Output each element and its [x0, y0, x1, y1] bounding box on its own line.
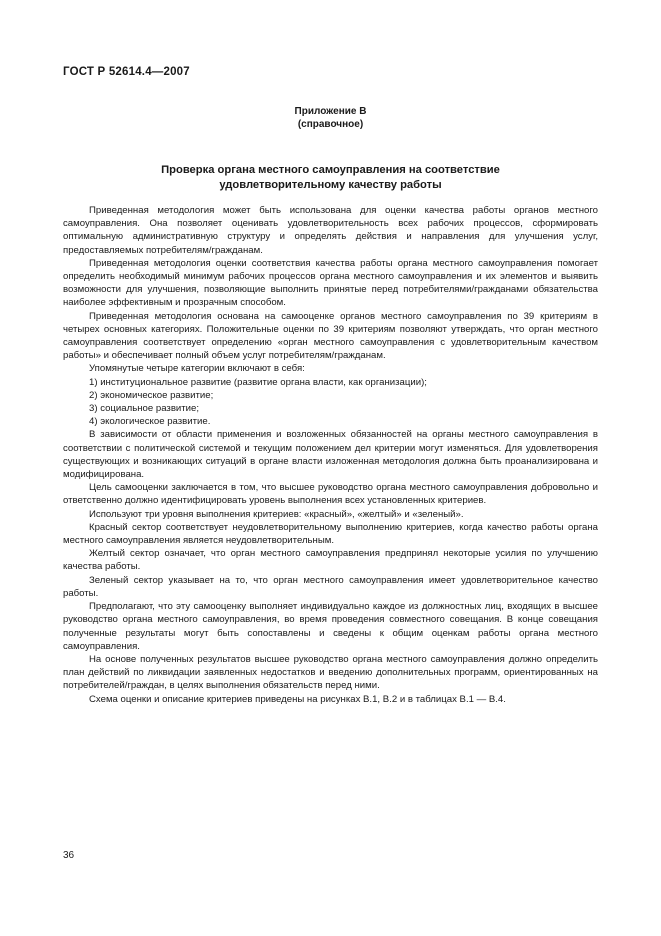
- appendix-label: Приложение В: [294, 106, 367, 117]
- paragraph: На основе полученных результатов высшее руководство органа местного самоуправления должно определить план действий по ликвидации заявленных недостатков и введению дополнительных программ, ориентированных на потребителей/граждан, в целях выполнения обязательств перед ними.: [63, 653, 598, 692]
- paragraph: Желтый сектор означает, что орган местного самоуправления предпринял некоторые усилия по улучшению качества работы.: [63, 548, 598, 573]
- section-title: [63, 163, 598, 193]
- paragraph: Используют три уровня выполнения критериев: «красный», «желтый» и «зеленый».: [89, 508, 464, 520]
- paragraph: Схема оценки и описание критериев приведены на рисунках В.1, В.2 и в таблицах В.1 — В.4.: [89, 693, 506, 705]
- list-item: 4) экологическое развитие.: [89, 416, 211, 428]
- list-item: 2) экономическое развитие;: [89, 389, 214, 401]
- paragraph: Приведенная методология оценки соответствия качества работы органа местного самоуправления помогает определить необходимый минимум рабочих процессов органа местного самоуправления и их элементов и выявить возможности для улучшения, позволяющие выполнить принятые перед потребителями/гражданами обязательства наиболее эффективным и прозрачным способом.: [63, 257, 598, 309]
- appendix-type: (справочное): [297, 119, 364, 130]
- paragraph: Красный сектор соответствует неудовлетворительному выполнению критериев, когда качество работы органа местного самоуправления является неудовлетворительным.: [63, 521, 598, 547]
- list-item: 1) институциональное развитие (развитие органа власти, как организации);: [89, 376, 427, 388]
- body-text: [63, 204, 598, 706]
- paragraph: Цель самооценки заключается в том, что высшее руководство органа местного самоуправления добровольно и ответственно должно идентифицировать уровень выполнения всех установленных критериев.: [63, 482, 598, 507]
- list-item: 3) социальное развитие;: [89, 403, 200, 415]
- document-header: ГОСТ Р 52614.4—2007: [63, 66, 190, 78]
- section-title-line-1: Проверка органа местного самоуправления на соответствие: [161, 164, 500, 176]
- paragraph: Упомянутые четыре категории включают в себя:: [89, 363, 305, 375]
- section-title-line-2: удовлетворительному качеству работы: [219, 179, 442, 191]
- paragraph: Приведенная методология может быть использована для оценки качества работы органов местного самоуправления. Она позволяет оценивать удовлетворительность всех рабочих процессов, сформировать оптимальную административную структуру и определять действия и направления для улучшения услуг, предоставляемых потребителям/гражданам.: [63, 205, 598, 256]
- paragraph: Приведенная методология основана на самооценке органов местного самоуправления по 39 критериям в четырех основных категориях. Положительные оценки по 39 критериям позволяют утверждать, что орган местного самоуправления соответствует определению «орган местного самоуправления с удовлетворительным качеством работы» и обеспечивает полный объем услуг потребителям/гражданам.: [63, 310, 598, 362]
- paragraph: Зеленый сектор указывает на то, что орган местного самоуправления имеет удовлетворительное качество работы.: [63, 574, 598, 599]
- page-number: 36: [63, 850, 75, 861]
- paragraph: Предполагают, что эту самооценку выполняет индивидуально каждое из должностных лиц, входящих в высшее руководство органа местного самоуправления, во время проведения совместного совещания. В конце совещания полученные результаты могут быть сопоставлены и сведены к общим оценкам работы органа местного самоуправления.: [63, 601, 598, 652]
- paragraph: В зависимости от области применения и возложенных обязанностей на органы местного самоуправления в соответствии с политической системой и текущим положением дел критерии могут изменяться. Для удовлетворения существующих и возникающих ситуаций в органе власти изложенная методология должна быть проанализирована и модифицирована.: [63, 429, 598, 481]
- appendix-heading: [0, 105, 661, 131]
